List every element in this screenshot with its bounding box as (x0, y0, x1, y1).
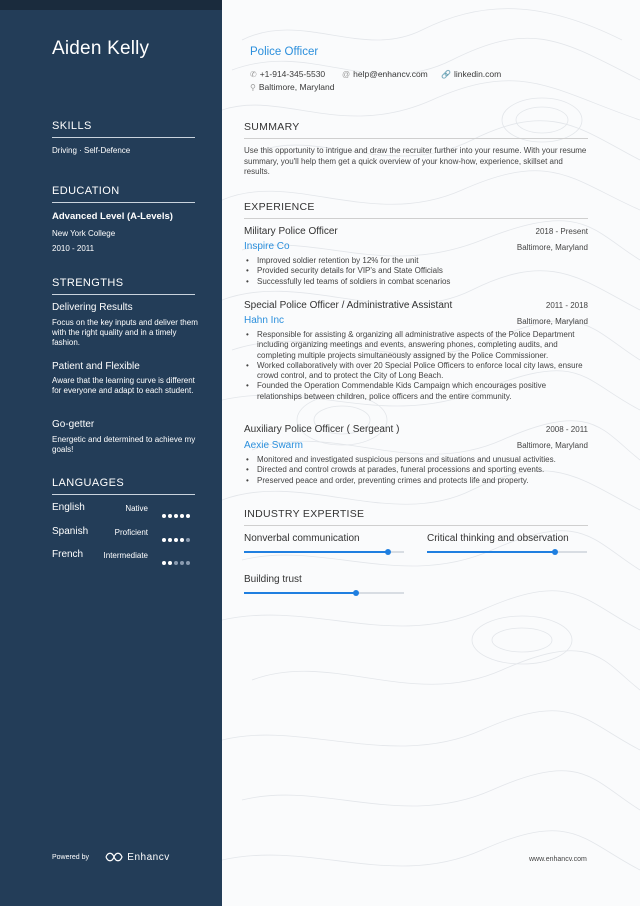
job-dates: 2008 - 2011 (545, 425, 588, 434)
expertise-bar-knob (353, 590, 359, 596)
language-level: Intermediate (103, 551, 148, 560)
rating-dot (174, 561, 178, 565)
experience-heading: EXPERIENCE (244, 201, 588, 219)
linkedin-contact[interactable] (441, 69, 501, 79)
expertise-bar-fill (244, 592, 356, 594)
list-item: • Founded the Operation Commendable Kids Campaign which encourages positive relationships between children, police officers and the entire community. (244, 381, 588, 402)
at-icon: @ (342, 70, 351, 79)
job-position: Military Police Officer (244, 226, 338, 237)
expertise-name: Nonverbal communication (244, 533, 360, 544)
job-location: Baltimore, Maryland (516, 317, 588, 326)
strength-desc: Energetic and determined to achieve my goals! (52, 435, 196, 455)
list-item: • Successfully led teams of soldiers in combat scenarios (244, 277, 588, 287)
list-item: • Provided security details for VIP's and State Officials (244, 266, 588, 276)
job-position: Special Police Officer / Administrative Assistant (244, 300, 453, 311)
location-contact (250, 82, 334, 92)
expertise-name: Building trust (244, 574, 302, 585)
language-name: Spanish (52, 526, 89, 537)
rating-dot (186, 561, 190, 565)
strength-desc: Focus on the key inputs and deliver them with the right quality and in a timely fashion. (52, 318, 198, 348)
job-title-header: Police Officer (250, 46, 319, 58)
expertise-bar-knob (385, 549, 391, 555)
top-accent-bar (0, 0, 222, 10)
language-level: Native (125, 504, 148, 513)
rating-dot (168, 514, 172, 518)
language-name: French (52, 549, 84, 560)
link-icon: 🔗 (441, 70, 451, 79)
location-text: Baltimore, Maryland (258, 82, 335, 92)
expertise-bar-fill (427, 551, 555, 553)
job-dates: 2018 - Present (535, 227, 588, 236)
email-contact[interactable] (342, 69, 428, 79)
languages-heading: LANGUAGES (52, 477, 195, 495)
enhancv-logo[interactable] (104, 852, 170, 863)
language-name: English (52, 502, 85, 513)
education-dates: 2010 - 2011 (52, 244, 95, 253)
strength-desc: Aware that the learning curve is different for everyone and adapt to each student. (52, 376, 195, 396)
list-item: • Improved soldier retention by 12% for the unit (244, 256, 588, 266)
education-degree: Advanced Level (A-Levels) (52, 211, 173, 222)
expertise-bar-fill (244, 551, 388, 553)
rating-dot (186, 514, 190, 518)
rating-dot (174, 538, 178, 542)
rating-dot (180, 514, 184, 518)
skills-heading: SKILLS (52, 120, 195, 138)
expertise-heading: INDUSTRY EXPERTISE (244, 508, 588, 526)
list-item: • Responsible for assisting & organizing all administrative aspects of the Police Department including organizing meetings and events, answering phones, completing audits, and completing multiple projects simultaneously assigned by the Police Commissioner. (244, 330, 588, 361)
expertise-bar (427, 551, 587, 553)
linkedin-text: linkedin.com (453, 69, 502, 79)
list-item: • Worked collaboratively with over 20 Special Police Officers to enforce local city laws, ensure crowd control, and to protect the City of Long Beach. (244, 361, 588, 382)
education-heading: EDUCATION (52, 185, 195, 203)
list-item: • Preserved peace and order, preventing crimes and protects life and property. (244, 476, 588, 486)
strength-title: Patient and Flexible (52, 361, 140, 372)
job-position: Auxiliary Police Officer ( Sergeant ) (244, 424, 400, 435)
expertise-name: Critical thinking and observation (427, 533, 569, 544)
list-item: • Directed and control crowds at parades, funeral processions and sporting events. (244, 465, 588, 475)
phone-contact (250, 69, 325, 79)
job-location: Baltimore, Maryland (516, 441, 588, 450)
rating-dot (168, 538, 172, 542)
powered-by-label: Powered by (52, 854, 89, 861)
job-bullets (244, 455, 588, 486)
job-company: Hahn Inc (244, 315, 285, 326)
rating-dot (168, 561, 172, 565)
education-school: New York College (52, 229, 116, 238)
skills-list: Driving · Self-Defence (52, 146, 131, 155)
candidate-name: Aiden Kelly (52, 38, 150, 59)
expertise-bar-knob (552, 549, 558, 555)
strengths-heading: STRENGTHS (52, 277, 195, 295)
rating-dot (180, 561, 184, 565)
job-company: Aexie Swarm (244, 440, 303, 451)
sidebar (0, 10, 222, 906)
expertise-bar (244, 592, 404, 594)
email-text: help@enhancv.com (353, 69, 428, 79)
strength-title: Go-getter (52, 419, 95, 430)
location-pin-icon: ⚲ (250, 83, 256, 92)
language-rating (162, 505, 192, 523)
summary-heading: SUMMARY (244, 121, 588, 139)
job-company: Inspire Co (244, 241, 290, 252)
rating-dot (180, 538, 184, 542)
rating-dot (186, 538, 190, 542)
language-level: Proficient (114, 528, 148, 537)
job-bullets (244, 256, 588, 287)
phone-icon: ✆ (250, 70, 257, 79)
list-item: • Monitored and investigated suspicious persons and situations and unusual activities. (244, 455, 588, 465)
footer-site-link[interactable]: www.enhancv.com (529, 856, 587, 863)
job-location: Baltimore, Maryland (516, 243, 588, 252)
rating-dot (162, 514, 166, 518)
summary-text: Use this opportunity to intrigue and draw the recruiter further into your resume. With your resume summary, you'll help them get a quick overview of your know-how, experience, skillset and results. (244, 146, 587, 177)
rating-dot (174, 514, 178, 518)
job-bullets (244, 330, 588, 402)
strength-title: Delivering Results (52, 302, 133, 313)
language-rating (162, 552, 192, 570)
logo-mark-icon (104, 852, 124, 862)
rating-dot (162, 561, 166, 565)
logo-text: Enhancv (127, 852, 170, 863)
language-rating (162, 529, 192, 547)
job-dates: 2011 - 2018 (545, 301, 588, 310)
expertise-bar (244, 551, 404, 553)
rating-dot (162, 538, 166, 542)
phone-text: +1-914-345-5530 (259, 69, 326, 79)
